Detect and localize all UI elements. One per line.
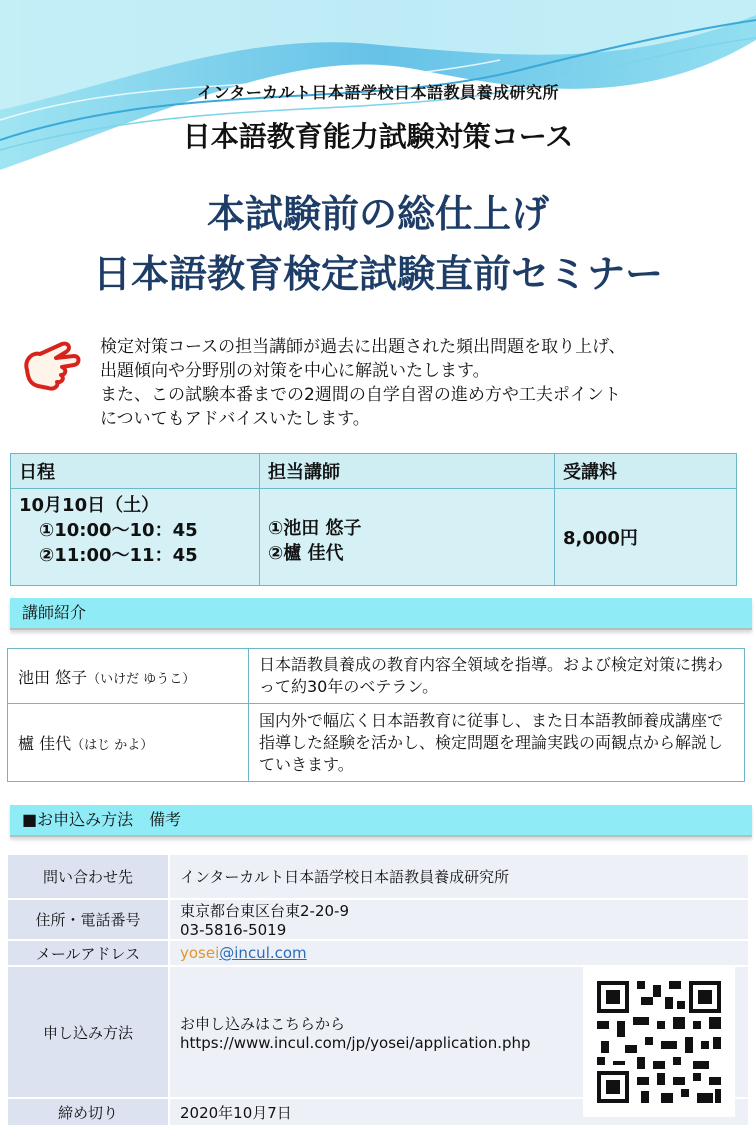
qr-code[interactable] [583, 967, 735, 1117]
instructor-name-cell [8, 704, 249, 782]
instructor-description: 国内外で幅広く日本語教育に従事し、また日本語教師養成講座で指導した経験を活かし、検定問題を理論実践の両観点から解説していきます。 [249, 704, 745, 782]
schedule-header-fee: 受講料 [555, 454, 737, 489]
instructor-description: 日本語教員養成の教育内容全領域を指導。および検定対策に携わって約30年のベテラン。 [249, 649, 745, 704]
email-domain[interactable]: @incul.com [219, 944, 307, 962]
method-text: お申し込みはこちらから [180, 1014, 346, 1033]
schedule-lecturer-1: ①池田 悠子 [268, 518, 362, 539]
instructor-section-header [10, 598, 752, 630]
schedule-header-date: 日程 [11, 454, 260, 489]
schedule-row [11, 489, 737, 586]
email-label: メールアドレス [8, 940, 169, 966]
address-row [8, 899, 748, 940]
seminar-title-line1: 本試験前の総仕上げ [206, 192, 549, 236]
schedule-header-row [11, 454, 737, 489]
contact-value: インターカルト日本語学校日本語教員養成研究所 [169, 855, 748, 899]
seminar-title-line2: 日本語教育検定試験直前セミナー [92, 252, 663, 296]
schedule-date-cell [11, 489, 260, 586]
email-row [8, 940, 748, 966]
schedule-date: 10月10日（土） [19, 495, 160, 516]
address-label: 住所・電話番号 [8, 899, 169, 940]
instructor-row [8, 649, 745, 704]
schedule-lecturer-2: ②櫨 佳代 [268, 543, 344, 564]
contact-label: 問い合わせ先 [8, 855, 169, 899]
instructor-name-cell [8, 649, 249, 704]
pointing-hand-icon [22, 340, 82, 392]
organization-name: インターカルト日本語学校日本語教員養成研究所 [196, 83, 560, 102]
apply-section-title: ■お申込み方法 備考 [22, 810, 182, 829]
intro-line: についてもアドバイスいたします。 [100, 409, 370, 429]
schedule-header-lecturer: 担当講師 [260, 454, 555, 489]
intro-text [100, 335, 740, 431]
email-value[interactable] [169, 940, 748, 966]
application-url[interactable]: https://www.incul.com/jp/yosei/application.php [180, 1033, 531, 1052]
phone-text: 03-5816-5019 [180, 921, 287, 939]
contact-row [8, 855, 748, 899]
instructor-row [8, 704, 745, 782]
qr-code-graphic [583, 967, 735, 1117]
instructor-reading: （はじ かよ） [71, 738, 154, 753]
course-name: 日本語教育能力試験対策コース [182, 120, 574, 153]
schedule-table [10, 453, 737, 586]
intro-line: 出題傾向や分野別の対策を中心に解説いたします。 [100, 361, 490, 381]
address-value [169, 899, 748, 940]
method-label: 申し込み方法 [8, 966, 169, 1098]
instructor-name: 池田 悠子 [18, 667, 88, 687]
schedule-time-2: ②11:00～11：45 [39, 545, 198, 566]
apply-section-header [10, 805, 752, 837]
instructor-name: 櫨 佳代 [18, 734, 72, 753]
address-text: 東京都台東区台東2-20-9 [180, 902, 349, 920]
schedule-time-1: ①10:00～10：45 [39, 520, 198, 541]
deadline-label: 締め切り [8, 1098, 169, 1126]
deadline-value: 2020年10月7日 [169, 1098, 748, 1126]
instructor-table [7, 648, 745, 782]
schedule-fee: 8,000円 [555, 489, 737, 586]
instructor-section-title: 講師紹介 [22, 603, 87, 622]
schedule-lecturer-cell [260, 489, 555, 586]
intro-line: また、この試験本番までの2週間の自学自習の進め方や工夫ポイント [100, 385, 621, 405]
instructor-reading: （いけだ ゆうこ） [87, 671, 196, 687]
intro-line: 検定対策コースの担当講師が過去に出題された頻出問題を取り上げ、 [100, 337, 626, 357]
email-user[interactable]: yosei [180, 944, 220, 962]
